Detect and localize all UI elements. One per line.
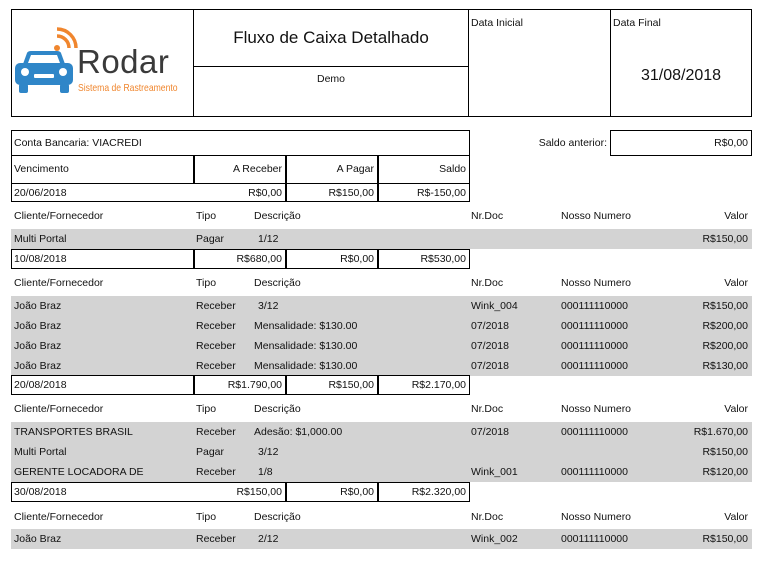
nrdoc-header: Nr.Doc (471, 511, 504, 523)
row-nrdoc: Wink_004 (471, 300, 518, 312)
valor-header: Valor (724, 277, 748, 289)
row-descricao: 1/8 (258, 466, 273, 478)
row-descricao: 3/12 (258, 446, 279, 458)
group-saldo: R$-150,00 (416, 187, 466, 199)
row-nrdoc: Wink_001 (471, 466, 518, 478)
cliente-header: Cliente/Fornecedor (14, 277, 104, 289)
valor-header: Valor (724, 403, 748, 415)
row-cliente: Multi Portal (14, 446, 67, 458)
row-tipo: Receber (196, 300, 236, 312)
group-a-receber: R$680,00 (236, 253, 282, 265)
table-row (11, 229, 752, 249)
nosso-numero-header: Nosso Numero (561, 511, 632, 523)
group-a-pagar: R$150,00 (328, 187, 374, 199)
logo-subtext: Sistema de Rastreamento (78, 82, 178, 94)
a-receber-header: A Receber (232, 163, 282, 175)
descricao-header: Descrição (254, 511, 301, 523)
row-tipo: Pagar (196, 446, 225, 458)
group-date: 20/06/2018 (14, 187, 67, 199)
row-descricao: Mensalidade: $130.00 (254, 340, 358, 352)
group-date: 10/08/2018 (14, 253, 67, 265)
row-valor: R$130,00 (702, 360, 748, 372)
group-date: 20/08/2018 (14, 379, 67, 391)
data-inicial-label: Data Inicial (471, 17, 523, 29)
row-nrdoc: Wink_002 (471, 533, 518, 545)
group-a-receber: R$1.790,00 (227, 379, 282, 391)
group-date: 30/08/2018 (14, 486, 67, 498)
row-cliente: João Braz (14, 533, 62, 545)
group-a-pagar: R$0,00 (340, 253, 374, 265)
saldo-anterior-label: Saldo anterior: (538, 137, 607, 149)
row-nrdoc: 07/2018 (471, 426, 509, 438)
group-a-receber: R$150,00 (236, 486, 282, 498)
group-a-receber: R$0,00 (248, 187, 282, 199)
row-cliente: João Braz (14, 320, 62, 332)
row-descricao: 1/12 (258, 233, 279, 245)
row-tipo: Pagar (196, 233, 225, 245)
descricao-header: Descrição (254, 210, 301, 222)
row-nrdoc: 07/2018 (471, 360, 509, 372)
row-valor: R$200,00 (702, 340, 748, 352)
row-nosso-numero: 000111110000 (561, 340, 628, 352)
saldo-anterior-value: R$0,00 (714, 137, 748, 149)
row-tipo: Receber (196, 533, 236, 545)
row-descricao: Mensalidade: $130.00 (254, 360, 358, 372)
tipo-header: Tipo (196, 277, 217, 289)
cliente-header: Cliente/Fornecedor (14, 403, 104, 415)
cliente-header: Cliente/Fornecedor (14, 511, 104, 523)
group-saldo: R$530,00 (420, 253, 466, 265)
nosso-numero-header: Nosso Numero (561, 403, 632, 415)
row-nosso-numero: 000111110000 (561, 426, 628, 438)
row-tipo: Receber (196, 360, 236, 372)
table-row-block (11, 296, 752, 376)
saldo-header: Saldo (439, 163, 466, 175)
descricao-header: Descrição (254, 403, 301, 415)
row-cliente: TRANSPORTES BRASIL (14, 426, 133, 438)
row-tipo: Receber (196, 340, 236, 352)
row-valor: R$150,00 (702, 446, 748, 458)
descricao-header: Descrição (254, 277, 301, 289)
row-descricao: Adesão: $1,000.00 (254, 426, 343, 438)
row-valor: R$150,00 (702, 300, 748, 312)
row-cliente: GERENTE LOCADORA DE (14, 466, 144, 478)
row-descricao: 3/12 (258, 300, 279, 312)
row-cliente: João Braz (14, 360, 62, 372)
row-valor: R$150,00 (702, 533, 748, 545)
row-valor: R$150,00 (702, 233, 748, 245)
data-final-value: 31/08/2018 (640, 67, 722, 84)
row-tipo: Receber (196, 320, 236, 332)
row-tipo: Receber (196, 466, 236, 478)
tipo-header: Tipo (196, 210, 217, 222)
group-a-pagar: R$150,00 (328, 379, 374, 391)
a-pagar-header: A Pagar (336, 163, 374, 175)
valor-header: Valor (724, 210, 748, 222)
table-row (11, 529, 752, 549)
car-logo-icon (13, 26, 79, 101)
vencimento-header: Vencimento (14, 163, 69, 175)
group-a-pagar: R$0,00 (340, 486, 374, 498)
row-nosso-numero: 000111110000 (561, 320, 628, 332)
nosso-numero-header: Nosso Numero (561, 277, 632, 289)
data-final-label: Data Final (613, 17, 661, 29)
row-descricao: 2/12 (258, 533, 279, 545)
row-valor: R$1.670,00 (693, 426, 748, 438)
row-cliente: Multi Portal (14, 233, 67, 245)
row-nosso-numero: 000111110000 (561, 533, 628, 545)
row-descricao: Mensalidade: $130.00 (254, 320, 358, 332)
nrdoc-header: Nr.Doc (471, 403, 504, 415)
group-saldo: R$2.320,00 (411, 486, 466, 498)
row-nosso-numero: 000111110000 (561, 300, 628, 312)
row-nosso-numero: 000111110000 (561, 466, 628, 478)
row-tipo: Receber (196, 426, 236, 438)
account-label: Conta Bancaria: VIACREDI (14, 137, 142, 149)
valor-header: Valor (724, 511, 748, 523)
report-subtitle: Demo (316, 73, 345, 85)
report-title: Fluxo de Caixa Detalhado (233, 28, 429, 47)
row-valor: R$200,00 (702, 320, 748, 332)
row-nosso-numero: 000111110000 (561, 360, 628, 372)
logo-text: Rodar (77, 43, 170, 80)
row-nrdoc: 07/2018 (471, 340, 509, 352)
row-cliente: João Braz (14, 300, 62, 312)
row-nrdoc: 07/2018 (471, 320, 509, 332)
tipo-header: Tipo (196, 511, 217, 523)
row-cliente: João Braz (14, 340, 62, 352)
nosso-numero-header: Nosso Numero (561, 210, 632, 222)
row-valor: R$120,00 (702, 466, 748, 478)
nrdoc-header: Nr.Doc (471, 277, 504, 289)
tipo-header: Tipo (196, 403, 217, 415)
nrdoc-header: Nr.Doc (471, 210, 504, 222)
group-saldo: R$2.170,00 (411, 379, 466, 391)
cliente-header: Cliente/Fornecedor (14, 210, 104, 222)
